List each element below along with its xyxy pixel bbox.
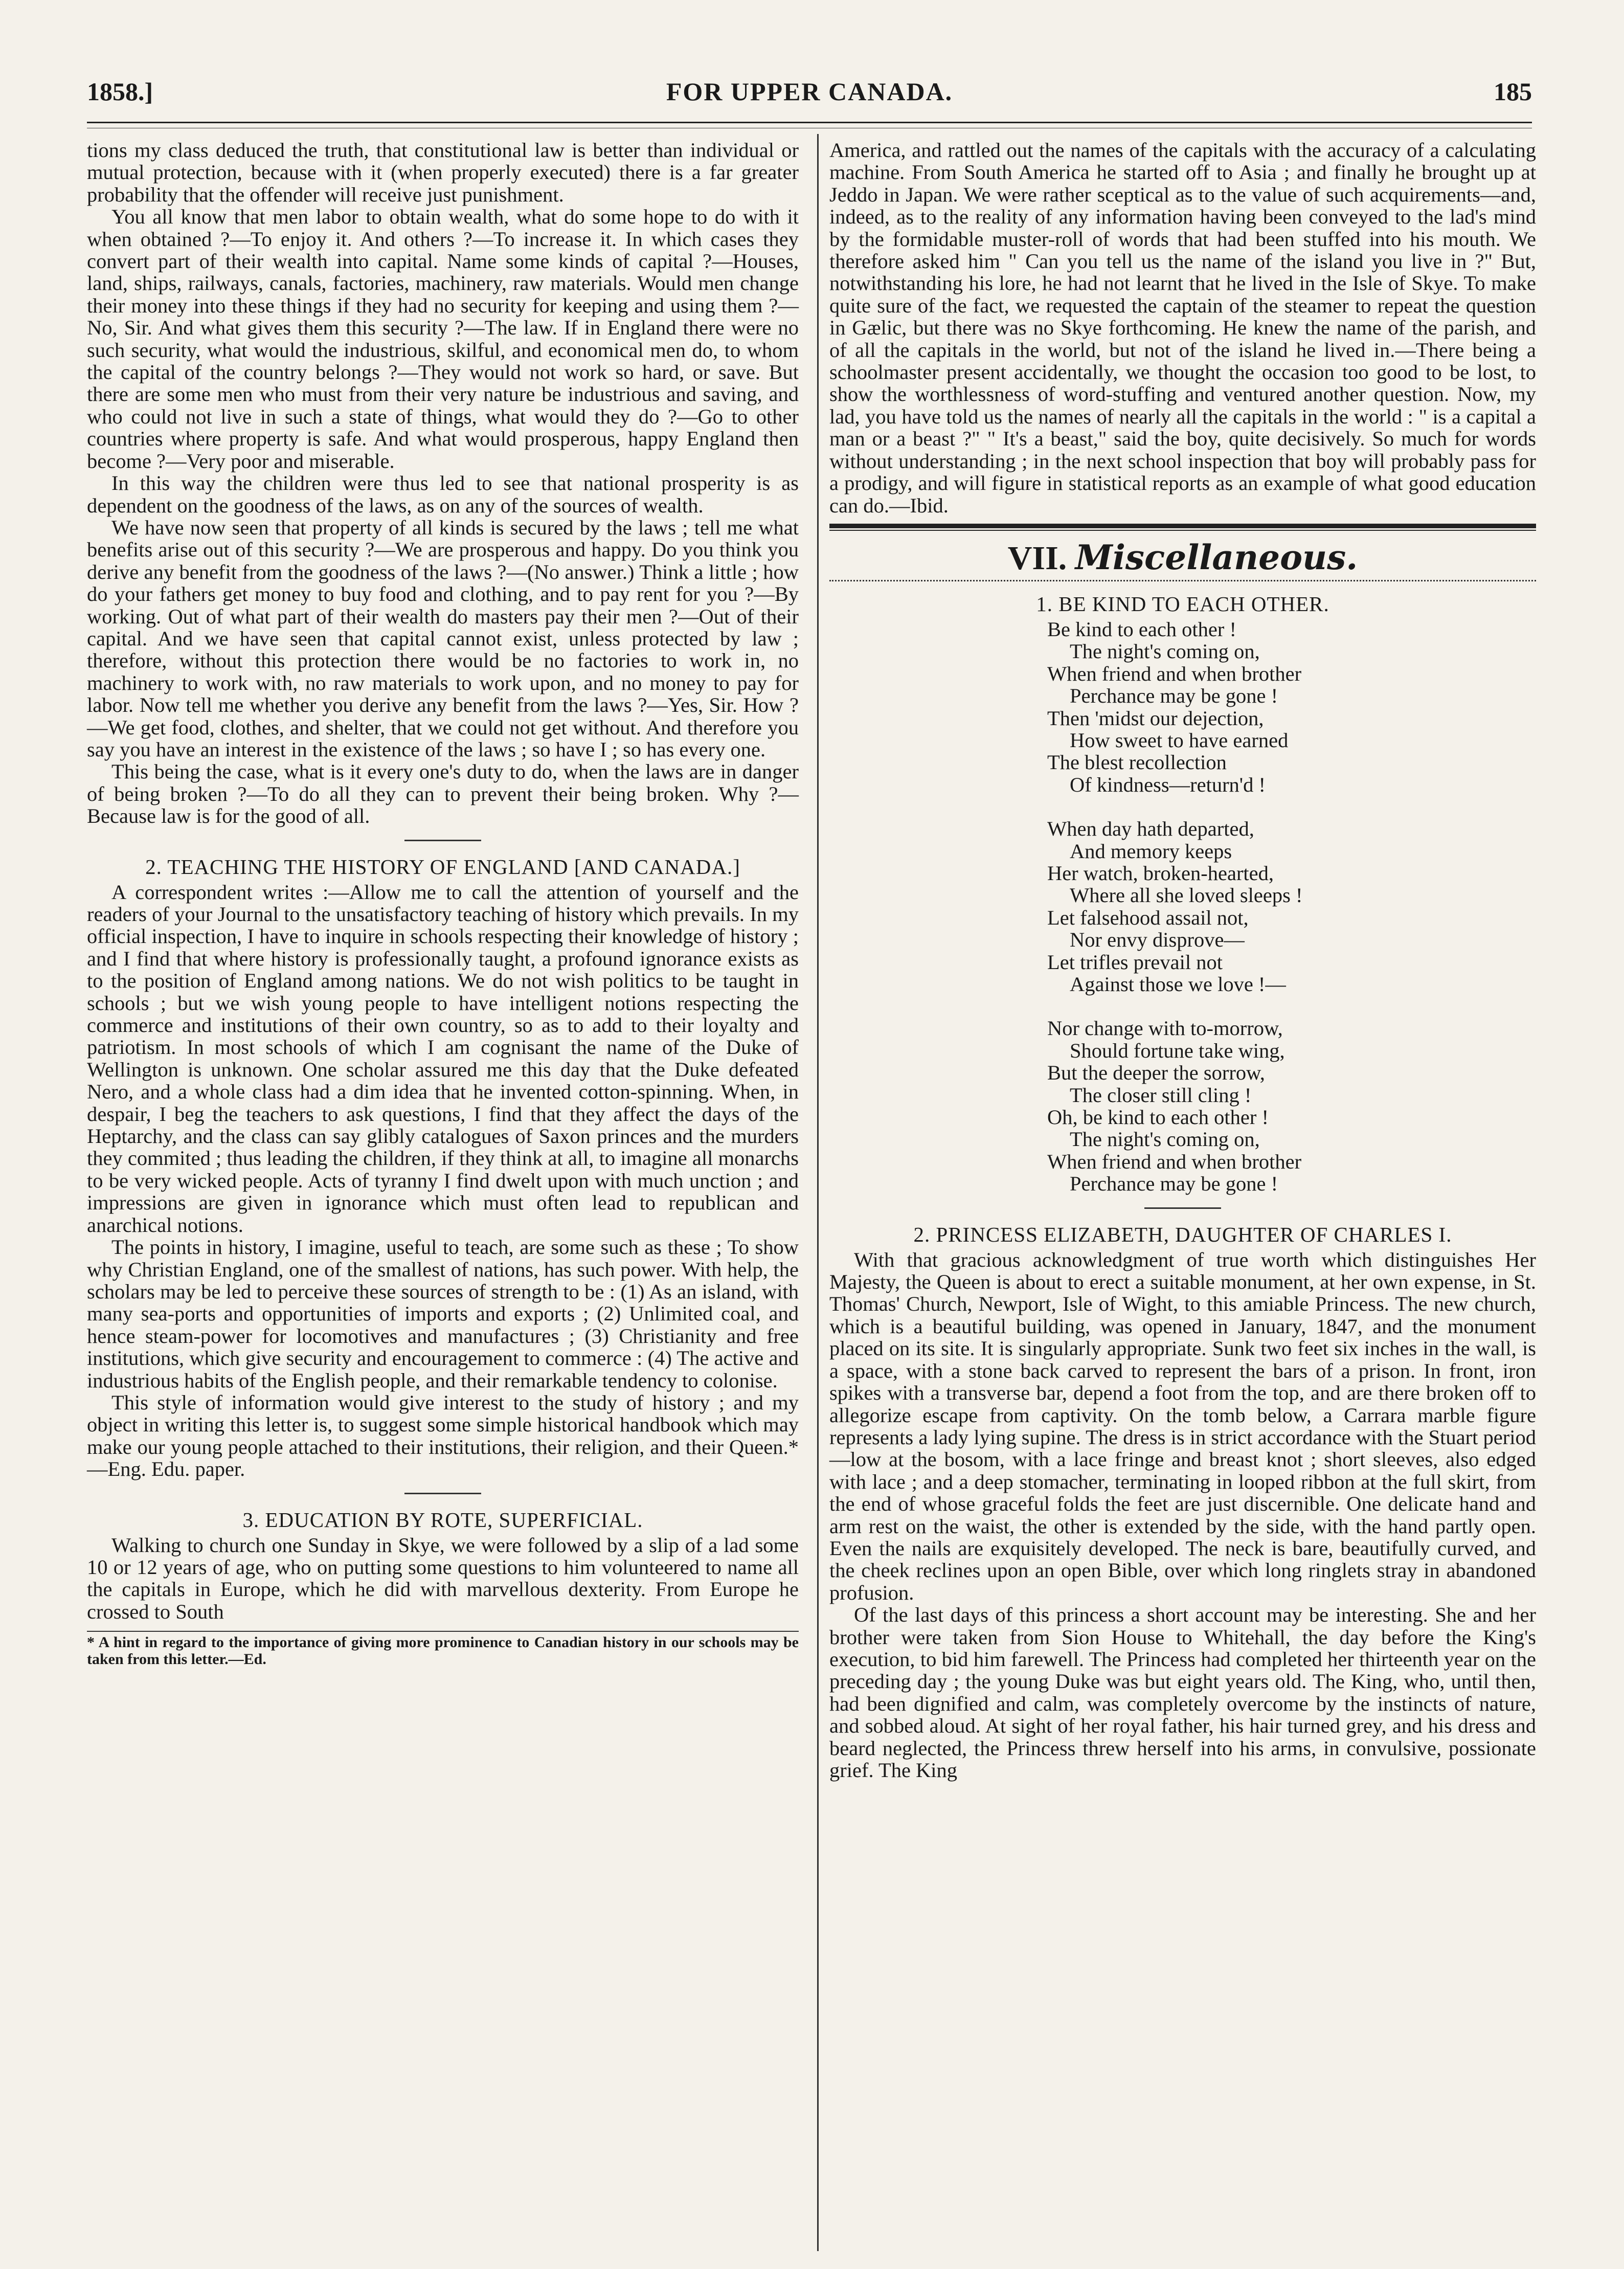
header-title: FOR UPPER CANADA. xyxy=(666,77,953,106)
section-separator xyxy=(404,1493,481,1494)
section-heading: 2. TEACHING THE HISTORY OF ENGLAND [AND CANADA.] xyxy=(145,855,740,879)
stanza xyxy=(1023,618,1536,796)
stanza xyxy=(1023,1017,1536,1195)
page-number: 185 xyxy=(1494,77,1532,106)
poem-line: When day hath departed, xyxy=(1047,817,1254,841)
poem-line: Where all she loved sleeps ! xyxy=(1070,884,1303,907)
header-rule xyxy=(87,122,1532,123)
stanza xyxy=(1023,818,1536,995)
dotted-rule xyxy=(829,580,1536,581)
poem-line: Then 'midst our dejection, xyxy=(1047,706,1264,730)
footnote: * A hint in regard to the importance of giving more prominence to Canadian history in our schools may be taken from this letter.—Ed. xyxy=(87,1634,799,1668)
poem-line: Should fortune take wing, xyxy=(1070,1039,1285,1062)
poem-line: Oh, be kind to each other ! xyxy=(1047,1106,1269,1129)
poem-line: The blest recollection xyxy=(1047,751,1227,774)
footnote-rule xyxy=(87,1631,799,1632)
poem-line: When friend and when brother xyxy=(1047,1150,1302,1173)
poem-line: But the deeper the sorrow, xyxy=(1047,1061,1265,1085)
paragraph: This style of information would give interest to the study of history ; and my object in writing this letter is, to suggest some simple historical handbook which may make our young people attached to their institutions, their religion, and their Queen.*—Eng. Edu. paper. xyxy=(87,1390,799,1481)
section-rule-thick xyxy=(829,524,1536,528)
poem-line: The night's coming on, xyxy=(1070,1128,1260,1151)
poem xyxy=(1023,618,1536,1195)
miscellaneous-heading xyxy=(829,538,1536,578)
poem-line: Against those we love !— xyxy=(1070,973,1286,996)
section-rule-thin xyxy=(829,530,1536,531)
page-header xyxy=(87,77,1532,123)
section-heading: 2. PRINCESS ELIZABETH, DAUGHTER OF CHARLES I. xyxy=(913,1222,1452,1246)
section-separator xyxy=(404,840,481,841)
poem-line: Perchance may be gone ! xyxy=(1070,1172,1278,1196)
header-date: 1858.] xyxy=(87,77,153,106)
miscellaneous-word: Miscellaneous. xyxy=(1075,537,1358,577)
poem-line: Of kindness—return'd ! xyxy=(1070,773,1266,796)
poem-line: Her watch, broken-hearted, xyxy=(1047,861,1274,885)
paragraph: We have now seen that property of all kinds is secured by the laws ; tell me what benefits arise out of this security ?—We are prosperous and happy. Do you think you derive any benefit from the goodness of the laws ?—(No answer.) Think a little ; how do your fathers get money to buy food and clothing, and to pay rent for you ?—By working. Out of what part of their wealth do masters pay their men ?—Out of their capital. And we have seen that capital cannot exist, unless protected by law ; therefore, without this protection there would be no factories to work in, no machinery to work with, no raw materials to work upon, and no money to pay for labor. Now tell me whether you derive any benefit from the laws ?—Yes, Sir. How ?—We get food, clothes, and shelter, that we could not get without. And therefore you say you have an interest in the existence of the laws ; so have I ; so has every one. xyxy=(87,515,799,761)
left-column xyxy=(87,139,799,1668)
poem-line: How sweet to have earned xyxy=(1070,728,1289,752)
poem-line: Perchance may be gone ! xyxy=(1070,684,1278,708)
paragraph: This being the case, what is it every one's duty to do, when the laws are in danger of being broken ?—To do all they can to prevent their being broken. Why ?—Because law is for the good of all. xyxy=(87,760,799,828)
paragraph: Walking to church one Sunday in Skye, we were followed by a slip of a lad some 10 or 12 years of age, who on putting some questions to him volunteered to name all the capitals in Europe, which he did with marvellous dexterity. From Europe he crossed to South xyxy=(87,1533,799,1623)
miscellaneous-number: VII. xyxy=(1007,539,1067,577)
poem-line: The closer still cling ! xyxy=(1070,1083,1252,1107)
poem-line: Let trifles prevail not xyxy=(1047,950,1223,974)
paragraph: In this way the children were thus led to see that national prosperity is as dependent on the goodness of the laws, as on any of the sources of wealth. xyxy=(87,471,799,517)
paragraph: With that gracious acknowledgment of true worth which distinguishes Her Majesty, the Queen is about to erect a suitable monument, at her own expense, in St. Thomas' Church, Newport, Isle of Wight, to this amiable Princess. The new church, which is a beautiful building, was opened in January, 1847, and the monument placed on its site. It is singularly appropriate. Sunk two feet six inches in the wall, is a space, with a stone back carved to represent the bars of a prison. In front, iron spikes with a transverse bar, depend a foot from the top, and are there broken off to allegorize escape from captivity. On the tomb below, a Carrara marble figure represents a lady lying supine. The dress is in strict accordance with the Stuart period—low at the bosom, with a lace fringe and breast knot ; short sleeves, also edged with lace ; and a deep stomacher, terminating in looped ribbon at the full skirt, from the end of whose graceful folds the feet are just discernible. One delicate hand and arm rest on the waist, the other is extended by the side, with the hand partly open. Even the nails are exquisitely developed. The neck is bare, beautifully curved, and the cheek reclines upon an open Bible, over which long ringlets stray in abandoned profusion. xyxy=(829,1248,1536,1604)
poem-line: Let falsehood assail not, xyxy=(1047,906,1249,929)
section-heading: 3. EDUCATION BY ROTE, SUPERFICIAL. xyxy=(242,1508,643,1532)
paragraph: America, and rattled out the names of the capitals with the accuracy of a calculating machine. From South America he started off to Asia ; and finally he brought up at Jeddo in Japan. We were rather sceptical as to the value of such acquirements—and, indeed, as to the reality of any information having been conveyed to the lad's mind by the formidable muster-roll of words that had been stuffed into his mouth. We therefore asked him " Can you tell us the name of the island you live in ?" But, notwithstanding his lore, he had not learnt that he lived in the Isle of Skye. To make quite sure of the fact, we requested the captain of the steamer to repeat the question in Gælic, but there was no Skye forthcoming. He knew the name of the parish, and of all the capitals in the world, but not of the island he lived in.—There being a schoolmaster present accidentally, we thought the occasion too good to be lost, to show the worthlessness of word-stuffing and ventured another question. Now, my lad, you have told us the names of nearly all the capitals in the world : " is a capital a man or a beast ?" " It's a beast," said the boy, quite decisively. So much for words without understanding ; in the next school inspection that boy will probably pass for a prodigy, and will figure in statistical reports as an example of what good education can do.—Ibid. xyxy=(829,139,1536,517)
poem-line: Be kind to each other ! xyxy=(1047,617,1236,641)
poem-line: Nor change with to-morrow, xyxy=(1047,1017,1283,1040)
paragraph: Of the last days of this princess a short account may be interesting. She and her brother were taken from Sion House to Whitehall, the day before the King's execution, to bid him farewell. The Princess had completed her thirteenth year on the preceding day ; the young Duke was but eight years old. The King, who, until then, had been dignified and calm, was completely overcome by the instincts of nature, and sobbed aloud. At sight of her royal father, his hair turned grey, and his dress and beard neglected, the Princess threw herself into his arms, in convulsive, possionate grief. The King xyxy=(829,1603,1536,1782)
poem-line: Nor envy disprove— xyxy=(1070,928,1245,952)
poem-title: 1. BE KIND TO EACH OTHER. xyxy=(1036,592,1329,616)
poem-line: And memory keeps xyxy=(1070,839,1232,863)
column-divider xyxy=(817,134,819,2251)
poem-line: When friend and when brother xyxy=(1047,662,1302,685)
poem-line: The night's coming on, xyxy=(1070,640,1260,663)
right-column xyxy=(829,139,1536,1781)
paragraph: You all know that men labor to obtain wealth, what do some hope to do with it when obtained ?—To enjoy it. And others ?—To increase it. In which cases they convert part of their wealth into capital. Name some kinds of capital ?—Houses, land, ships, railways, canals, factories, machinery, raw materials. Would men change their money into these things if they had no security for keeping and using them ?—No, Sir. And what gives them this security ?—The law. If in England there were no such security, what would the industrious, skilful, and economical men do, to whom the capital of the country belongs ?—They would not work so hard, or save. But there are some men who must from their very nature be industrious and saving, and who could not live in such a state of things, what would they do ?—Go to other countries where property is safe. And what would prosperous, happy England then become ?—Very poor and miserable. xyxy=(87,205,799,473)
paragraph: The points in history, I imagine, useful to teach, are some such as these ; To show why Christian England, one of the smallest of nations, has such power. With help, the scholars may be led to perceive these sources of strength to be : (1) As an island, with many sea-ports and opportunities of imports and exports ; (2) Unlimited coal, and hence steam-power for locomotives and manufactures ; (3) Christianity and free institutions, which give security and encouragement to commerce : (4) The active and industrious habits of the English people, and their remarkable tendency to colonise. xyxy=(87,1235,799,1392)
section-separator xyxy=(1144,1207,1221,1209)
paragraph: tions my class deduced the truth, that constitutional law is better than individual or mutual protection, because with it (when properly executed) there is a far greater probability that the offender will receive just punishment. xyxy=(87,139,799,206)
paragraph: A correspondent writes :—Allow me to call the attention of yourself and the readers of your Journal to the unsatisfactory teaching of history which prevails. In my official inspection, I have to inquire in schools respecting their knowledge of history ; and I find that where history is professionally taught, a profound ignorance exists as to the position of England among nations. We do not wish politics to be taught in schools ; but we wish young people to have intelligent notions respecting the commerce and institutions of their own country, so as to add to their loyalty and patriotism. In most schools of which I am cognisant the name of the Duke of Wellington is unknown. One scholar assured me this day that the Duke defeated Nero, and a whole class had a dim idea that he invented cotton-spinning. When, in despair, I beg the teachers to ask questions, I find that they affect the days of the Heptarchy, and the class can say glibly catalogues of Saxon princes and the murders they commited ; thus leading the children, if they think at all, to imagine all monarchs to be very wicked people. Acts of tyranny I find dwelt upon with much unction ; and impressions are given in ignorance which must often lead to republican and anarchical notions. xyxy=(87,880,799,1237)
